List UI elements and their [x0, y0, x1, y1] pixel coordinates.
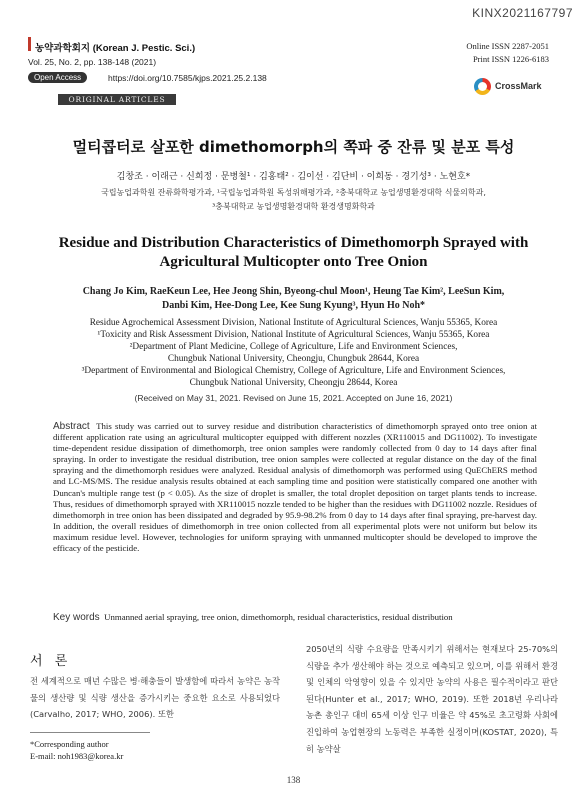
received-dates: (Received on May 31, 2021. Revised on June 15, 2021. Accepted on June 16, 2021): [134, 393, 453, 403]
korean-affiliation-2: ³충북대학교 농업생명환경대학 환경생명화학과: [212, 202, 375, 211]
english-affiliation-2: ¹Toxicity and Risk Assessment Division, National Institute of Agricultural Sciences, Wanju 55365, Korea: [97, 330, 490, 340]
doi-link[interactable]: https://doi.org/10.7585/kjps.2021.25.2.138: [108, 73, 267, 83]
english-affiliation-5: ³Department of Environmental and Biological Chemistry, College of Agriculture, Life and Environment Sciences,: [81, 366, 506, 376]
corresponding-author-email[interactable]: E-mail: noh1983@korea.kr: [30, 751, 124, 761]
english-authors-line-1: Chang Jo Kim, RaeKeun Lee, Hee Jeong Shin, Byeong-chul Moon¹, Heung Tae Kim², LeeSun Kim,: [82, 286, 505, 297]
english-affiliation-6: Chungbuk National University, Cheongju 28644, Korea: [189, 378, 398, 388]
abstract-text: This study was carried out to survey residue and distribution characteristics of dimethomorph sprayed onto tree onion at different application rate using an agricultural multicopter equipped with different nozzles (XR110015 and DG11002). To investigate time-dependent residue dissipation of dimethomorph, tree onion samples were randomly collected from 0 day to 14 days after final spraying. In order to investigate the residual distribution, tree onion samples were collected at regular distance on the day of the final spraying and the dimethomorph residues were analyzed. Residual analysis of dimethomorph was performed using QuEChERS method and LC-MS/MS. The residue analysis results obtained at each sampling time and position were statistically compared one another with Duncan's multiple range test (p < 0.05). As the size of droplet is smaller, the total droplet deposition on target plants tends to increase. Thus, residues of dimethomorph sprayed with XR110015 nozzle tended to be higher than the residues with DG11002 nozzle. Residues of dimethomorph in tree onion has been dissipated and degraded by 95.9-98.2% from 0 day to 14 days after final spraying, pre-harvest day. In addition, the overall residues of dimethomorph in tree onion collected from all experimental plots were not uniform but below its maximum residue level. However, technologies for uniform spraying with unmanned multicopter should be developed to improve the efficacy of the pesticide.: [53, 421, 537, 554]
keywords: [53, 612, 537, 623]
body-left-column: 전 세계적으로 매년 수많은 병·해충들이 발생함에 따라서 농약은 농작물의 생산량 및 식량 생산을 증가시키는 중요한 요소로 사용되었다(Carvalho, 2017; WHO, 2006). 또한: [30, 676, 280, 720]
kinx-id: KINX2021167797: [472, 6, 573, 20]
crossmark-label[interactable]: CrossMark: [495, 81, 542, 91]
english-authors: [40, 285, 547, 313]
footnote-divider: [30, 732, 150, 733]
online-issn: Online ISSN 2287-2051: [466, 41, 549, 51]
english-affiliation-3: ²Department of Plant Medicine, College of Agriculture, Life and Environment Sciences,: [129, 342, 458, 352]
article-type-banner: ORIGINAL ARTICLES: [58, 94, 176, 105]
english-title: Residue and Distribution Characteristics of Dimethomorph Sprayed with Agricultural Multicopter onto Tree Onion: [58, 235, 529, 270]
keywords-text: Unmanned aerial spraying, tree onion, dimethomorph, residual characteristics, residual distribution: [104, 612, 453, 622]
volume-info: Vol. 25, No. 2, pp. 138-148 (2021): [28, 57, 157, 67]
corresponding-author-note: *Corresponding author: [30, 739, 109, 749]
abstract-label: Abstract: [53, 421, 90, 432]
english-affiliation-4: Chungbuk National University, Cheongju, Chungbuk 28644, Korea: [167, 354, 420, 364]
section-title-introduction: 서 론: [30, 654, 72, 669]
korean-title: 멀티콥터로 살포한 dimethomorph의 쪽파 중 잔류 및 분포 특성: [72, 138, 515, 156]
page-number: 138: [286, 775, 301, 785]
english-authors-line-2: Danbi Kim, Hee-Dong Lee, Kee Sung Kyung³, Hyun Ho Noh*: [161, 300, 426, 311]
korean-authors: 김창조 · 이래근 · 신희정 · 문병철¹ · 김홍태² · 김이선 · 김단비 · 이희동 · 경기성³ · 노현호*: [116, 172, 471, 182]
open-access-badge: Open Access: [28, 72, 87, 83]
crossmark-icon-center: [478, 82, 487, 91]
journal-name: 농약과학회지 (Korean J. Pestic. Sci.): [35, 43, 196, 54]
journal-accent-bar: [28, 37, 31, 51]
abstract: [53, 421, 537, 554]
english-affiliation-1: Residue Agrochemical Assessment Division, National Institute of Agricultural Sciences, Wanju 55365, Korea: [89, 318, 498, 328]
body-right-column: 2050년의 식량 수요량을 만족시키기 위해서는 현재보다 25-70%의 식량을 추가 생산해야 하는 것으로 예측되고 있으며, 이를 위해서 환경 및 인체의 악영향이 있을 수 있지만 농약의 사용은 필수적이라고 판단된다(Hunter et al., 2017; WHO, 2019). 또한 2018년 우리나라 농촌 총인구 대비 65세 이상 인구 비율은 약 45%로 초고령화 사회에 진입하여 농업현장의 노동력은 부족한 실정이며(KOSTAT, 2020), 특히 농약살: [306, 644, 558, 754]
keywords-label: Key words: [53, 612, 100, 623]
korean-affiliation-1: 국립농업과학원 잔류화학평가과, ¹국립농업과학원 독성위해평가과, ²충북대학교 농업생명환경대학 식물의학과,: [101, 188, 486, 197]
print-issn: Print ISSN 1226-6183: [472, 54, 549, 64]
